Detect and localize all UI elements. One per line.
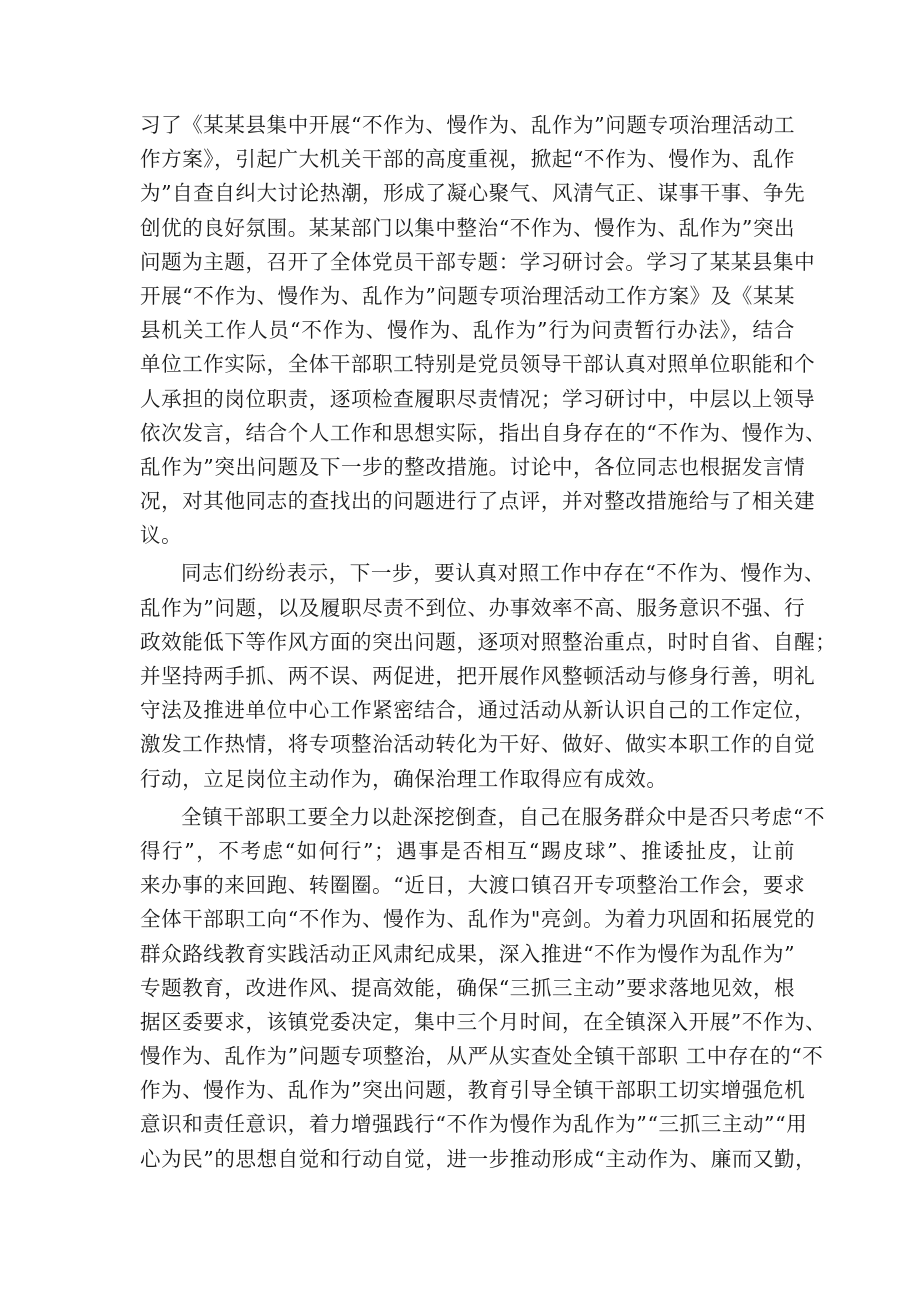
paragraph-line: 依次发言，结合个人工作和思想实际，指出自身存在的“不作为、慢作为、 (140, 420, 827, 445)
paragraph-line: 为”自查自纠大讨论热潮，形成了凝心聚气、风清气正、谋事干事、争先 (140, 181, 806, 206)
paragraph-line: 得行”，不考虑“如何行”；遇事是否相互“踢皮球”、推诿扯皮，让前 (140, 838, 795, 863)
paragraph-line: 作方案》，引起广大机关干部的高度重视，掀起“不作为、慢作为、乱作 (140, 147, 795, 172)
paragraph-line: 乱作为”问题，以及履职尽责不到位、办事效率不高、服务意识不强、行 (140, 595, 806, 620)
paragraph-line: 作为、慢作为、乱作为”突出问题，教育引导全镇干部职工切实增强危机 (140, 1078, 806, 1103)
paragraph-line: 全体干部职工向“不作为、慢作为、乱作为"亮剑。为着力巩固和拓展党的 (140, 907, 816, 932)
paragraph-line: 况，对其他同志的查找出的问题进行了点评，并对整改措施给与了相关建 (140, 489, 816, 514)
paragraph-line: 专题教育，改进作风、提高效能，确保“三抓三主动”要求落地见效，根 (140, 975, 796, 1000)
paragraph-line: 慢作为、乱作为”问题专项整治，从严从实查处全镇干部职 工中存在的“不 (140, 1044, 824, 1069)
paragraph-line: 创优的良好氛围。某某部门以集中整治“不作为、慢作为、乱作为”突出 (140, 215, 796, 240)
paragraph-line: 县机关工作人员“不作为、慢作为、乱作为”行为问责暂行办法》，结合 (140, 318, 795, 343)
paragraph-line: 心为民”的思想自觉和行动自觉，进一步推动形成“主动作为、廉而又勤， (140, 1146, 817, 1171)
paragraph-line: 意识和责任意识，着力增强践行“不作为慢作为乱作为”“三抓三主动”“用 (140, 1112, 808, 1137)
paragraph-line: 全镇干部职工要全力以赴深挖倒查，自己在服务群众中是否只考虑“不 (181, 804, 826, 829)
paragraph-line: 开展“不作为、慢作为、乱作为”问题专项治理活动工作方案》及《某某 (140, 283, 796, 308)
paragraph-line: 乱作为”突出问题及下一步的整改措施。讨论中，各位同志也根据发言情 (140, 454, 806, 479)
paragraph-line: 单位工作实际，全体干部职工特别是党员领导干部认真对照单位职能和个 (140, 352, 816, 377)
paragraph-line: 习了《某某县集中开展“不作为、慢作为、乱作为”问题专项治理活动工 (140, 113, 796, 137)
paragraph-line: 据区委要求，该镇党委决定，集中三个月时间，在全镇深入开展”不作为、 (140, 1009, 827, 1034)
paragraph-line: 同志们纷纷表示，下一步，要认真对照工作中存在“不作为、慢作为、 (181, 561, 826, 586)
paragraph-2 (140, 556, 837, 795)
paragraph-line: 群众路线教育实践活动正风肃纪成果，深入推进“不作为慢作为乱作为” (140, 941, 796, 966)
paragraph-line: 政效能低下等作风方面的突出问题，逐项对照整治重点，时时自省、自醒； (140, 629, 837, 654)
paragraph-line: 议。 (140, 523, 183, 548)
paragraph-line: 并坚持两手抓、两不误、两促进，把开展作风整顿活动与修身行善，明礼 (140, 664, 816, 688)
paragraph-1 (140, 108, 827, 552)
paragraph-line: 来办事的来回跑、转圈圈。“近日，大渡口镇召开专项整治工作会，要求 (140, 873, 806, 898)
paragraph-line: 人承担的岗位职责，逐项检查履职尽责情况；学习研讨中，中层以上领导 (140, 386, 816, 411)
paragraph-line: 激发工作热情，将专项整治活动转化为干好、做好、做实本职工作的自觉 (140, 732, 816, 757)
paragraph-line: 守法及推进单位中心工作紧密结合，通过活动从新认识自己的工作定位， (140, 698, 816, 723)
paragraph-line: 行动，立足岗位主动作为，确保治理工作取得应有成效。 (140, 766, 668, 791)
paragraph-3 (140, 800, 827, 1176)
paragraph-line: 问题为主题，召开了全体党员干部专题：学习研讨会。学习了某某县集中 (140, 249, 816, 274)
document-body (140, 108, 837, 1176)
